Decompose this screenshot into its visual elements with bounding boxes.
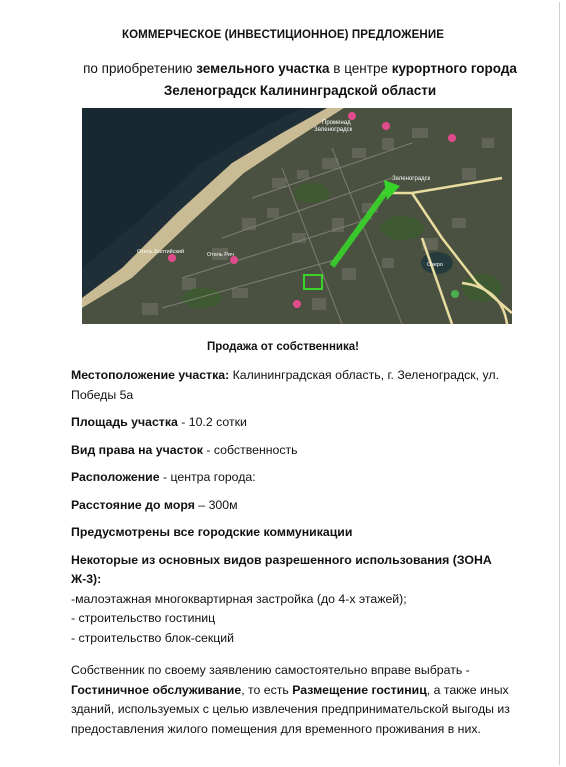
subtitle-bold-resort: курортного города xyxy=(391,61,517,76)
field-distance xyxy=(71,496,521,516)
owner-note-text-2: , то есть xyxy=(241,682,293,697)
subtitle-bold-city: Зеленоградск Калининградской области xyxy=(163,83,437,98)
zoning-item: - строительство блок-секций xyxy=(71,630,235,645)
map-label-lake: Озеро xyxy=(427,262,443,268)
owner-note-text-1: Собственник по своему заявлению самостоятельно вправе выбрать - xyxy=(71,663,470,677)
owner-note-bold-1: Гостиничное обслуживание xyxy=(71,682,242,697)
field-placement-label: Расположение xyxy=(71,470,160,484)
field-ownership-value: - собственность xyxy=(202,442,298,457)
subtitle-bold-land: земельного участка xyxy=(196,61,330,76)
sale-heading: Продажа от собственника! xyxy=(207,341,359,353)
communications-note xyxy=(71,523,521,543)
zoning-heading-text: Некоторые из основных видов разрешенного использования (ЗОНА Ж-3): xyxy=(71,552,492,586)
map-label-station: Зеленоградск xyxy=(392,176,431,182)
zoning-heading xyxy=(71,551,521,590)
zoning-item: - строительство гостиниц xyxy=(71,611,216,625)
map-label-promenade2: Зеленоградск xyxy=(314,127,353,133)
field-ownership-label: Вид права на участок xyxy=(71,442,203,457)
owner-note xyxy=(71,661,521,739)
map-label-promenade: Променад xyxy=(322,120,351,126)
zoning-item: -малоэтажная многоквартирная застройка (до 4-х этажей); xyxy=(71,591,407,606)
subtitle-text-1: по приобретению xyxy=(83,61,197,76)
field-ownership xyxy=(71,441,521,461)
map-graphic xyxy=(82,108,512,324)
field-area-value: - 10.2 сотки xyxy=(177,415,247,429)
field-location xyxy=(71,366,521,405)
field-location-label: Местоположение участка: xyxy=(71,368,230,382)
field-distance-value: – 300м xyxy=(194,497,238,512)
field-area xyxy=(71,413,521,433)
communications-text: Предусмотрены все городские коммуникации xyxy=(71,525,353,539)
map-label-otel2: Отель Рич xyxy=(207,252,234,258)
document-subtitle xyxy=(40,58,560,102)
field-placement xyxy=(71,468,521,488)
map-label-otel: Отель Балтийский xyxy=(137,249,185,255)
satellite-map xyxy=(82,108,512,324)
map-park-marker xyxy=(451,290,459,298)
offer-details xyxy=(71,366,521,739)
owner-note-bold-2: Размещение гостиниц xyxy=(292,682,427,697)
subtitle-text-2: в центре xyxy=(329,61,392,76)
field-placement-value: - центра города: xyxy=(159,470,256,484)
document-title: КОММЕРЧЕСКОЕ (ИНВЕСТИЦИОННОЕ) ПРЕДЛОЖЕНИЕ xyxy=(122,29,444,41)
owner-note-text-3: , а также иных зданий, используемых с целью извлечения предпринимательской выгоды из предоставления жилого помещения для временного проживания в них. xyxy=(71,682,510,736)
field-area-label: Площадь участка xyxy=(71,415,178,429)
field-distance-label: Расстояние до моря xyxy=(71,497,195,512)
field-location-value: Калининградская область, г. Зеленоградск, ул. Победы 5а xyxy=(71,368,499,402)
